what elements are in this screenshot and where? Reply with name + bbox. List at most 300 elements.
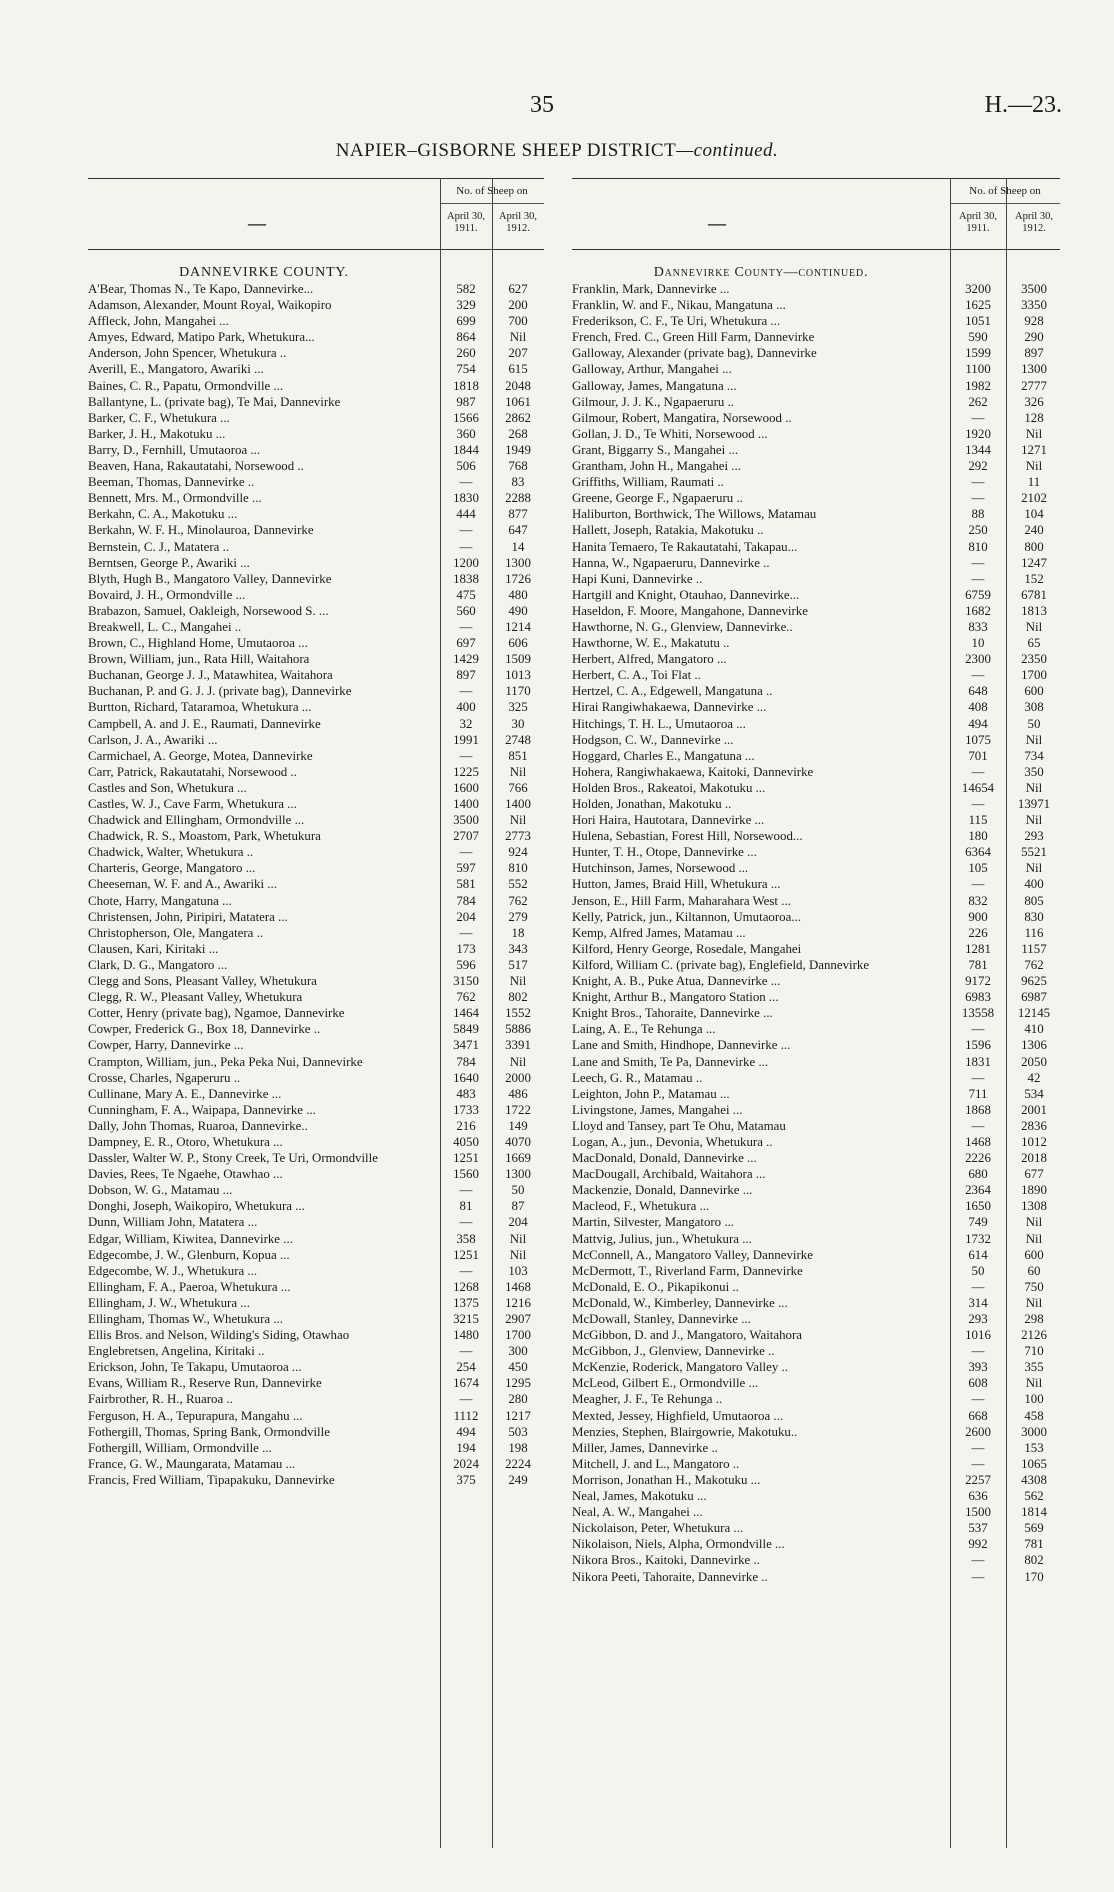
sheep-1912: Nil <box>1025 813 1043 828</box>
sheep-1911: 590 <box>968 330 988 345</box>
owner-name: Crosse, Charles, Ngaperuru .. <box>88 1070 241 1085</box>
owner-name: Affleck, John, Mangahei ... <box>88 314 229 329</box>
sheep-1912: 800 <box>1024 539 1044 554</box>
table-row <box>88 1054 544 1070</box>
table-row <box>88 571 544 587</box>
owner-name: A'Bear, Thomas N., Te Kapo, Dannevirke... <box>88 282 314 296</box>
table-row <box>572 1343 1060 1359</box>
sheep-1911: 50 <box>971 1263 985 1278</box>
sheep-1911: 1831 <box>965 1054 991 1069</box>
sheep-1912: 768 <box>508 459 528 474</box>
table-row <box>572 1086 1060 1102</box>
table-row <box>572 1247 1060 1263</box>
sheep-1912: 149 <box>508 1118 528 1133</box>
table-row <box>572 1311 1060 1327</box>
year-1911-header-line2: 1911. <box>966 223 990 234</box>
table-row <box>572 796 1060 812</box>
sheep-1912: 677 <box>1024 1167 1044 1182</box>
sheep-1911: 314 <box>968 1295 988 1310</box>
table-row <box>572 345 1060 361</box>
year-1911-header <box>442 211 490 235</box>
sheep-1912: 569 <box>1024 1521 1044 1536</box>
sheep-1912: 851 <box>508 748 528 763</box>
owner-name: Laing, A. E., Te Rehunga ... <box>572 1022 716 1037</box>
table-row <box>88 812 544 828</box>
sheep-1911: 6759 <box>965 587 991 602</box>
sheep-1911: 987 <box>456 394 476 409</box>
table-row <box>572 555 1060 571</box>
sheep-1912: Nil <box>509 813 527 828</box>
table-row <box>572 619 1060 635</box>
owner-name: Mattvig, Julius, jun., Whetukura ... <box>572 1231 752 1246</box>
sheep-1912: Nil <box>1025 780 1043 795</box>
owner-name: Griffiths, William, Raumati .. <box>572 475 724 490</box>
sheep-1911: 1982 <box>965 378 991 393</box>
sheep-1912: 1065 <box>1021 1456 1047 1471</box>
owner-name: Dobson, W. G., Matamau ... <box>88 1183 233 1198</box>
owner-name: Lane and Smith, Hindhope, Dannevirke ... <box>572 1038 791 1053</box>
sheep-1912: 410 <box>1024 1022 1044 1037</box>
owner-name: Clausen, Kari, Kiritaki ... <box>88 941 219 956</box>
page-header <box>0 92 1114 122</box>
table-row <box>572 410 1060 426</box>
sheep-1912: Nil <box>1025 1376 1043 1391</box>
sheep-1911: 537 <box>968 1521 988 1536</box>
sheep-1912: 1814 <box>1021 1505 1047 1520</box>
sheep-1911: 1596 <box>965 1038 991 1053</box>
owner-name: Amyes, Edward, Matipo Park, Whetukura... <box>88 330 315 345</box>
sheep-1912: 326 <box>1024 394 1044 409</box>
sheep-1911: 833 <box>968 619 988 634</box>
owner-name: McGibbon, D. and J., Mangatoro, Waitahora <box>572 1328 802 1343</box>
sheep-1911: 1920 <box>965 426 991 441</box>
sheep-1912: 700 <box>508 314 528 329</box>
sheep-1911: — <box>971 668 985 683</box>
owner-name: Barker, J. H., Makotuku ... <box>88 426 226 441</box>
owner-name: Hirai Rangiwhakaewa, Dannevirke ... <box>572 700 767 715</box>
owner-name: Hitchings, T. H. L., Umutaoroa ... <box>572 716 746 731</box>
sheep-1912: 762 <box>1024 957 1044 972</box>
sheep-1911: 581 <box>456 877 476 892</box>
sheep-1912: Nil <box>509 974 527 989</box>
table-row <box>88 748 544 764</box>
sheep-1912: 325 <box>508 700 528 715</box>
owner-name: McDonald, E. O., Pikapikonui .. <box>572 1279 739 1294</box>
sheep-1912: Nil <box>1025 1295 1043 1310</box>
sheep-1912: 710 <box>1024 1344 1044 1359</box>
sheep-1912: 5521 <box>1021 845 1047 860</box>
sheep-1911: 204 <box>456 909 476 924</box>
sheep-1912: 207 <box>508 346 528 361</box>
owner-name: Bovaird, J. H., Ormondville ... <box>88 587 246 602</box>
sheep-1911: 475 <box>456 587 476 602</box>
owner-name: Dampney, E. R., Otoro, Whetukura ... <box>88 1134 283 1149</box>
owner-name: Hutton, James, Braid Hill, Whetukura ... <box>572 877 781 892</box>
table-row <box>572 683 1060 699</box>
owner-name: Fothergill, William, Ormondville ... <box>88 1440 272 1455</box>
sheep-1912: 268 <box>508 426 528 441</box>
owner-name: Cotter, Henry (private bag), Ngamoe, Dannevirke <box>88 1006 345 1021</box>
section-heading: DANNEVIRKE COUNTY. <box>179 265 349 280</box>
sheep-count-group-header: No. of Sheep on <box>969 185 1041 197</box>
table-row <box>88 764 544 780</box>
sheep-1912: 9625 <box>1021 974 1047 989</box>
table-row <box>88 876 544 892</box>
sheep-1912: 627 <box>508 282 528 296</box>
table-row <box>88 1182 544 1198</box>
sheep-1912: 781 <box>1024 1537 1044 1552</box>
sheep-1911: 762 <box>456 990 476 1005</box>
sheep-1911: — <box>971 1022 985 1037</box>
table-row <box>88 555 544 571</box>
table-row <box>572 1037 1060 1053</box>
sheep-1911: — <box>971 1344 985 1359</box>
sheep-1912: 152 <box>1024 571 1044 586</box>
sheep-1911: — <box>971 475 985 490</box>
sheep-1912: 128 <box>1024 410 1044 425</box>
sheep-1912: 1217 <box>505 1408 531 1423</box>
owner-name: Knight, A. B., Puke Atua, Dannevirke ... <box>572 974 781 989</box>
sheep-1911: 506 <box>456 459 476 474</box>
sheep-1911: 483 <box>456 1086 476 1101</box>
sheep-1911: 9172 <box>965 974 991 989</box>
sheep-1911: 784 <box>456 893 476 908</box>
sheep-1912: 503 <box>508 1424 528 1439</box>
owner-name: Hawthorne, N. G., Glenview, Dannevirke.. <box>572 619 793 634</box>
sheep-1912: 600 <box>1024 1247 1044 1262</box>
sheep-1911: — <box>971 1070 985 1085</box>
sheep-1911: 1991 <box>453 732 479 747</box>
owner-name: MacDougall, Archibald, Waitahora ... <box>572 1167 766 1182</box>
sheep-1912: 153 <box>1024 1440 1044 1455</box>
owner-name: Averill, E., Mangatoro, Awariki ... <box>88 362 264 377</box>
sheep-1911: 749 <box>968 1215 988 1230</box>
page-number: 35 <box>530 92 554 118</box>
sheep-1912: 1700 <box>1021 668 1047 683</box>
owner-name: McConnell, A., Mangatoro Valley, Dannevirke <box>572 1247 813 1262</box>
sheep-1912: 552 <box>508 877 528 892</box>
table-row <box>572 1408 1060 1424</box>
owner-name: Haliburton, Borthwick, The Willows, Matamau <box>572 507 817 522</box>
table-row <box>88 1231 544 1247</box>
table-row <box>572 1150 1060 1166</box>
owner-name: French, Fred. C., Green Hill Farm, Dannevirke <box>572 330 815 345</box>
left-rows <box>88 264 544 1488</box>
sheep-1911: 400 <box>456 700 476 715</box>
sheep-1911: — <box>459 925 473 940</box>
owner-name: Galloway, James, Mangatuna ... <box>572 378 737 393</box>
sheep-1912: Nil <box>509 1247 527 1262</box>
table-row <box>88 506 544 522</box>
sheep-1911: 754 <box>456 362 476 377</box>
header-rule <box>950 203 1060 204</box>
year-1912-header-line1: April 30, <box>499 211 537 222</box>
table-row <box>572 1569 1060 1585</box>
owner-name: Holden Bros., Rakeatoi, Makotuku ... <box>572 780 766 795</box>
owner-name: Livingstone, James, Mangahei ... <box>572 1102 743 1117</box>
sheep-1912: 1890 <box>1021 1183 1047 1198</box>
sheep-1912: 1013 <box>505 668 531 683</box>
owner-name: Dunn, William John, Matatera ... <box>88 1215 258 1230</box>
table-row <box>572 281 1060 297</box>
year-1911-header <box>952 211 1004 235</box>
sheep-1911: 1599 <box>965 346 991 361</box>
sheep-1911: 216 <box>456 1118 476 1133</box>
sheep-1912: 103 <box>508 1263 528 1278</box>
sheep-1911: — <box>971 1456 985 1471</box>
table-row <box>88 1359 544 1375</box>
table-row <box>88 329 544 345</box>
sheep-1912: 355 <box>1024 1360 1044 1375</box>
table-row <box>88 1424 544 1440</box>
sheep-1912: 928 <box>1024 314 1044 329</box>
owner-name: Chadwick and Ellingham, Ormondville ... <box>88 813 305 828</box>
sheep-1912: 2018 <box>1021 1151 1047 1166</box>
sheep-1911: — <box>459 1215 473 1230</box>
owner-name: Hartgill and Knight, Otauhao, Dannevirke... <box>572 587 800 602</box>
table-row <box>572 1504 1060 1520</box>
owner-name: Clegg and Sons, Pleasant Valley, Whetukura <box>88 974 317 989</box>
sheep-1911: 1100 <box>965 362 991 377</box>
sheep-1911: — <box>971 797 985 811</box>
sheep-1911: 1566 <box>453 410 479 425</box>
sheep-1912: 2777 <box>1021 378 1047 393</box>
table-row <box>572 1102 1060 1118</box>
table-row <box>88 780 544 796</box>
sheep-1911: 6364 <box>965 845 991 860</box>
owner-name: Hunter, T. H., Otope, Dannevirke ... <box>572 845 757 860</box>
sheep-1912: 458 <box>1024 1408 1044 1423</box>
table-row <box>572 748 1060 764</box>
sheep-1911: 864 <box>456 330 476 345</box>
table-row <box>88 619 544 635</box>
sheep-1911: 2300 <box>965 652 991 667</box>
sheep-1912: 810 <box>508 861 528 876</box>
table-row <box>88 893 544 909</box>
sheep-1912: 1509 <box>505 652 531 667</box>
sheep-1912: Nil <box>1025 861 1043 876</box>
sheep-1911: 494 <box>968 716 988 731</box>
table-row <box>572 1166 1060 1182</box>
table-row <box>572 1520 1060 1536</box>
owner-name: Berkahn, W. F. H., Minolauroa, Dannevirke <box>88 523 314 538</box>
table-row <box>88 989 544 1005</box>
sheep-1912: 42 <box>1027 1070 1041 1085</box>
table-row <box>572 844 1060 860</box>
sheep-1911: 293 <box>968 1312 988 1326</box>
sheep-1912: 65 <box>1027 636 1041 651</box>
right-table-header <box>572 178 1060 250</box>
owner-name: McDowall, Stanley, Dannevirke ... <box>572 1312 751 1326</box>
sheep-1912: 400 <box>1024 877 1044 892</box>
sheep-1911: 614 <box>968 1247 988 1262</box>
right-rows <box>572 264 1060 1585</box>
owner-name: Berntsen, George P., Awariki ... <box>88 555 250 570</box>
sheep-1912: 534 <box>1024 1086 1044 1101</box>
owner-name: Cheeseman, W. F. and A., Awariki ... <box>88 877 277 892</box>
table-row <box>572 812 1060 828</box>
sheep-1911: 1650 <box>965 1199 991 1214</box>
table-row <box>88 1166 544 1182</box>
table-row <box>572 925 1060 941</box>
table-row <box>572 539 1060 555</box>
sheep-1911: — <box>971 571 985 586</box>
sheep-1911: 2024 <box>453 1456 479 1471</box>
sheep-1911: 1480 <box>453 1328 479 1343</box>
sheep-1912: 3391 <box>505 1038 531 1053</box>
sheep-1911: 680 <box>968 1167 988 1182</box>
owner-name: Edgecombe, W. J., Whetukura ... <box>88 1263 258 1278</box>
year-1912-header-line2: 1912. <box>1022 223 1046 234</box>
sheep-1912: 1949 <box>505 442 531 457</box>
sheep-1912: 766 <box>508 780 528 795</box>
sheep-1911: — <box>971 1279 985 1294</box>
sheep-1912: 12145 <box>1017 1006 1051 1021</box>
sheep-1912: 734 <box>1024 748 1044 763</box>
table-row <box>88 796 544 812</box>
sheep-1912: 14 <box>511 539 525 554</box>
left-table-header <box>88 178 544 250</box>
table-row <box>572 1295 1060 1311</box>
sheep-1912: 2050 <box>1021 1054 1047 1069</box>
owner-name: Clark, D. G., Mangatoro ... <box>88 957 228 972</box>
owner-name: Bernstein, C. J., Matatera .. <box>88 539 230 554</box>
name-column-header: — <box>248 213 266 233</box>
sheep-1911: 781 <box>968 957 988 972</box>
sheep-1912: 116 <box>1024 925 1044 940</box>
sheep-1912: 1700 <box>505 1328 531 1343</box>
sheep-1911: 2257 <box>965 1472 991 1487</box>
sheep-1911: 1674 <box>453 1376 479 1391</box>
table-row <box>88 458 544 474</box>
district-title <box>0 140 1114 162</box>
sheep-1911: 636 <box>968 1489 988 1504</box>
sheep-1912: 13971 <box>1017 797 1051 811</box>
sheep-1912: Nil <box>1025 1231 1043 1246</box>
table-row <box>572 313 1060 329</box>
owner-name: McDonald, W., Kimberley, Dannevirke ... <box>572 1295 788 1310</box>
owner-name: Neal, James, Makotuku ... <box>572 1489 707 1504</box>
sheep-1911: — <box>459 748 473 763</box>
sheep-1911: 1830 <box>453 491 479 506</box>
table-row <box>88 474 544 490</box>
sheep-1912: Nil <box>1025 426 1043 441</box>
table-row <box>572 297 1060 313</box>
owner-name: Hanita Temaero, Te Rakautatahi, Takapau... <box>572 539 798 554</box>
sheep-1912: 298 <box>1024 1312 1044 1326</box>
table-row <box>88 281 544 297</box>
sheep-1912: 2773 <box>505 829 531 844</box>
sheep-1912: 300 <box>508 1344 528 1359</box>
owner-name: Hallett, Joseph, Ratakia, Makotuku .. <box>572 523 764 538</box>
table-row <box>572 635 1060 651</box>
owner-name: Hanna, W., Ngapaeruru, Dannevirke .. <box>572 555 770 570</box>
table-row <box>572 1391 1060 1407</box>
sheep-1911: 194 <box>456 1440 476 1455</box>
table-row <box>572 378 1060 394</box>
table-row <box>88 1102 544 1118</box>
owner-name: Erickson, John, Te Takapu, Umutaoroa ... <box>88 1360 302 1375</box>
table-row <box>572 1279 1060 1295</box>
sheep-1911: 900 <box>968 909 988 924</box>
sheep-1911: 701 <box>968 748 988 763</box>
owner-name: Francis, Fred William, Tipapakuku, Dannevirke <box>88 1472 335 1487</box>
sheep-1911: 1818 <box>453 378 479 393</box>
table-row <box>572 651 1060 667</box>
sheep-1911: 1600 <box>453 780 479 795</box>
sheep-1912: 1300 <box>505 555 531 570</box>
sheep-1911: 1733 <box>453 1102 479 1117</box>
table-row <box>572 458 1060 474</box>
table-row <box>88 1391 544 1407</box>
sheep-1912: 30 <box>511 716 525 731</box>
sheep-1912: 1300 <box>1021 362 1047 377</box>
owner-name: Kemp, Alfred James, Matamau ... <box>572 925 746 940</box>
owner-name: Chote, Harry, Mangatuna ... <box>88 893 232 908</box>
sheep-1911: 596 <box>456 957 476 972</box>
sheep-1912: 2001 <box>1021 1102 1047 1117</box>
sheep-1912: 2000 <box>505 1070 531 1085</box>
sheep-1911: 375 <box>456 1472 476 1487</box>
sheep-1911: 597 <box>456 861 476 876</box>
sheep-1912: 562 <box>1024 1489 1044 1504</box>
sheep-1912: 1157 <box>1021 941 1047 956</box>
owner-name: Anderson, John Spencer, Whetukura .. <box>88 346 287 361</box>
owner-name: Meagher, J. F., Te Rehunga .. <box>572 1392 723 1407</box>
table-row <box>572 1005 1060 1021</box>
sheep-1911: 2707 <box>453 829 479 844</box>
owner-name: Greene, George F., Ngapaeruru .. <box>572 491 743 506</box>
owner-name: Hawthorne, W. E., Makatutu .. <box>572 636 730 651</box>
sheep-1911: 1016 <box>965 1328 991 1343</box>
sheep-1912: 600 <box>1024 684 1044 699</box>
sheep-1912: 750 <box>1024 1279 1044 1294</box>
owner-name: Crampton, William, jun., Peka Peka Nui, Dannevirke <box>88 1054 363 1069</box>
table-row <box>572 571 1060 587</box>
table-row <box>572 667 1060 683</box>
document-reference: H.—23. <box>984 92 1062 118</box>
owner-name: Leech, G. R., Matamau .. <box>572 1070 703 1085</box>
table-row <box>572 361 1060 377</box>
sheep-1911: 1400 <box>453 797 479 811</box>
owner-name: Herbert, C. A., Toi Flat .. <box>572 668 701 683</box>
year-1912-header <box>494 211 542 235</box>
sheep-1911: 2600 <box>965 1424 991 1439</box>
sheep-1911: 3150 <box>453 974 479 989</box>
owner-name: Brown, William, jun., Rata Hill, Waitahora <box>88 652 310 667</box>
sheep-1911: 1640 <box>453 1070 479 1085</box>
owner-name: Macleod, F., Whetukura ... <box>572 1199 710 1214</box>
owner-name: Hulena, Sebastian, Forest Hill, Norsewood... <box>572 829 803 844</box>
sheep-1911: 4050 <box>453 1134 479 1149</box>
owner-name: Galloway, Alexander (private bag), Dannevirke <box>572 346 817 361</box>
owner-name: Hapi Kuni, Dannevirke .. <box>572 571 703 586</box>
sheep-1912: Nil <box>509 764 527 779</box>
sheep-count-group-header: No. of Sheep on <box>456 185 528 197</box>
table-row <box>88 1311 544 1327</box>
sheep-1912: 1247 <box>1021 555 1047 570</box>
sheep-1911: 1375 <box>453 1295 479 1310</box>
sheep-1911: 2364 <box>965 1183 991 1198</box>
owner-name: Lane and Smith, Te Pa, Dannevirke ... <box>572 1054 769 1069</box>
sheep-1912: 50 <box>511 1183 525 1198</box>
sheep-1911: 292 <box>968 459 988 474</box>
sheep-1912: 11 <box>1027 475 1041 490</box>
sheep-1911: 3215 <box>453 1312 479 1326</box>
sheep-1911: — <box>459 684 473 699</box>
table-row <box>88 1037 544 1053</box>
sheep-1911: 1838 <box>453 571 479 586</box>
